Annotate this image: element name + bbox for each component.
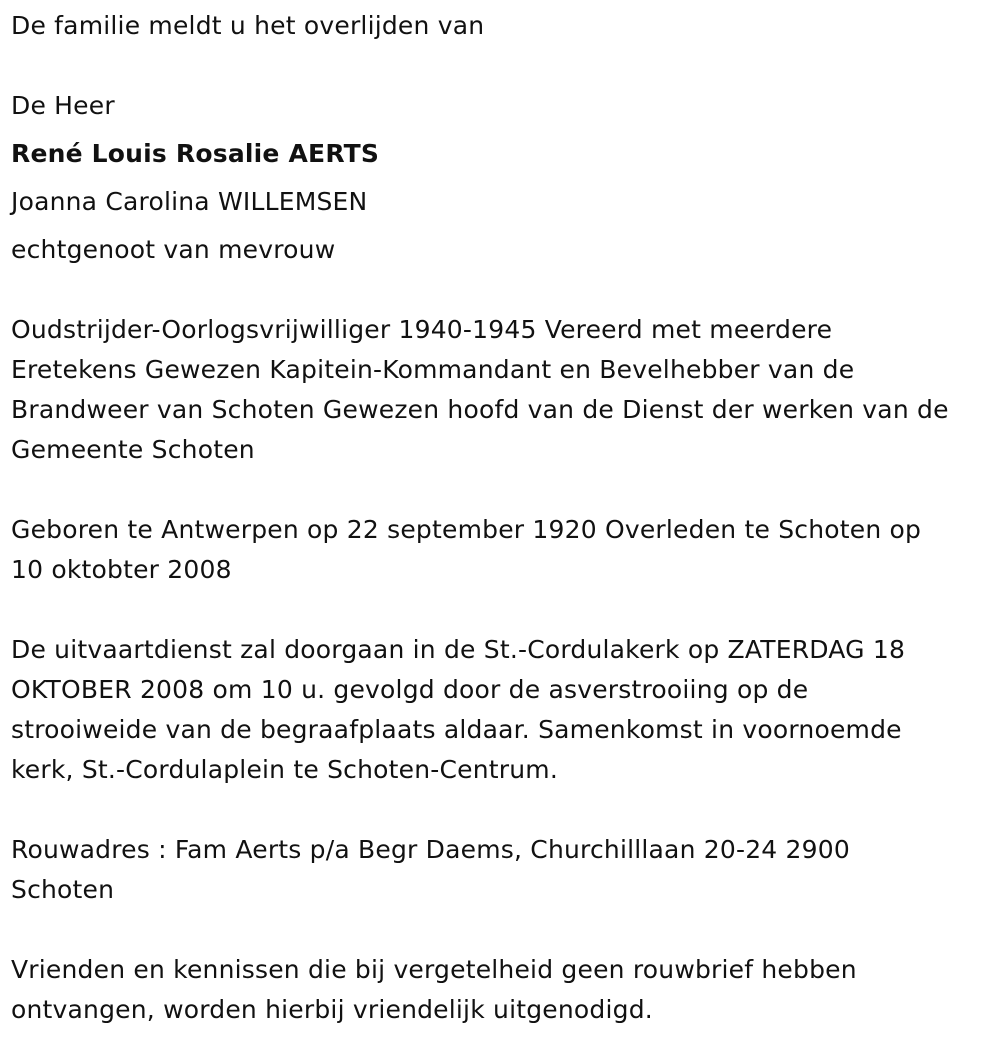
titles-line: Brandweer van Schoten Gewezen hoofd van de Dienst der werken van de (11, 395, 949, 424)
spacer (11, 590, 996, 630)
titles-line: Eretekens Gewezen Kapitein-Kommandant en Bevelhebber van de (11, 355, 855, 384)
funeral-line: OKTOBER 2008 om 10 u. gevolgd door de asverstrooiing op de (11, 675, 809, 704)
funeral-line: De uitvaartdienst zal doorgaan in de St.-Cordulakerk op ZATERDAG 18 (11, 635, 906, 664)
spacer (11, 46, 996, 86)
titles-line: Oudstrijder-Oorlogsvrijwilliger 1940-1945 Vereerd met meerdere (11, 315, 833, 344)
spacer (11, 910, 996, 950)
intro-text: De familie meldt u het overlijden van (11, 11, 485, 40)
mourning-address-line: Rouwadres : Fam Aerts p/a Begr Daems, Churchilllaan 20-24 2900 (11, 835, 850, 864)
death-notice (11, 6, 996, 1030)
mourning-address-line: Schoten (11, 875, 115, 904)
spacer (11, 790, 996, 830)
birth-death-line: Geboren te Antwerpen op 22 september 1920 Overleden te Schoten op (11, 515, 922, 544)
spouse-name: Joanna Carolina WILLEMSEN (11, 187, 368, 216)
spacer (11, 270, 996, 310)
mourning-address-paragraph (11, 830, 996, 910)
titles-line: Gemeente Schoten (11, 435, 255, 464)
spacer (11, 470, 996, 510)
invitation-paragraph (11, 950, 996, 1030)
spouse-relation: echtgenoot van mevrouw (11, 235, 336, 264)
funeral-paragraph (11, 630, 996, 790)
birth-death-paragraph (11, 510, 996, 590)
birth-death-line: 10 oktobter 2008 (11, 555, 232, 584)
titles-paragraph (11, 310, 996, 470)
funeral-line: kerk, St.-Cordulaplein te Schoten-Centrum. (11, 755, 558, 784)
deceased-name: René Louis Rosalie AERTS (11, 139, 380, 168)
funeral-line: strooiweide van de begraafplaats aldaar. Samenkomst in voornoemde (11, 715, 902, 744)
invitation-line: Vrienden en kennissen die bij vergetelheid geen rouwbrief hebben (11, 955, 857, 984)
invitation-line: ontvangen, worden hierbij vriendelijk uitgenodigd. (11, 995, 653, 1024)
salutation: De Heer (11, 91, 115, 120)
